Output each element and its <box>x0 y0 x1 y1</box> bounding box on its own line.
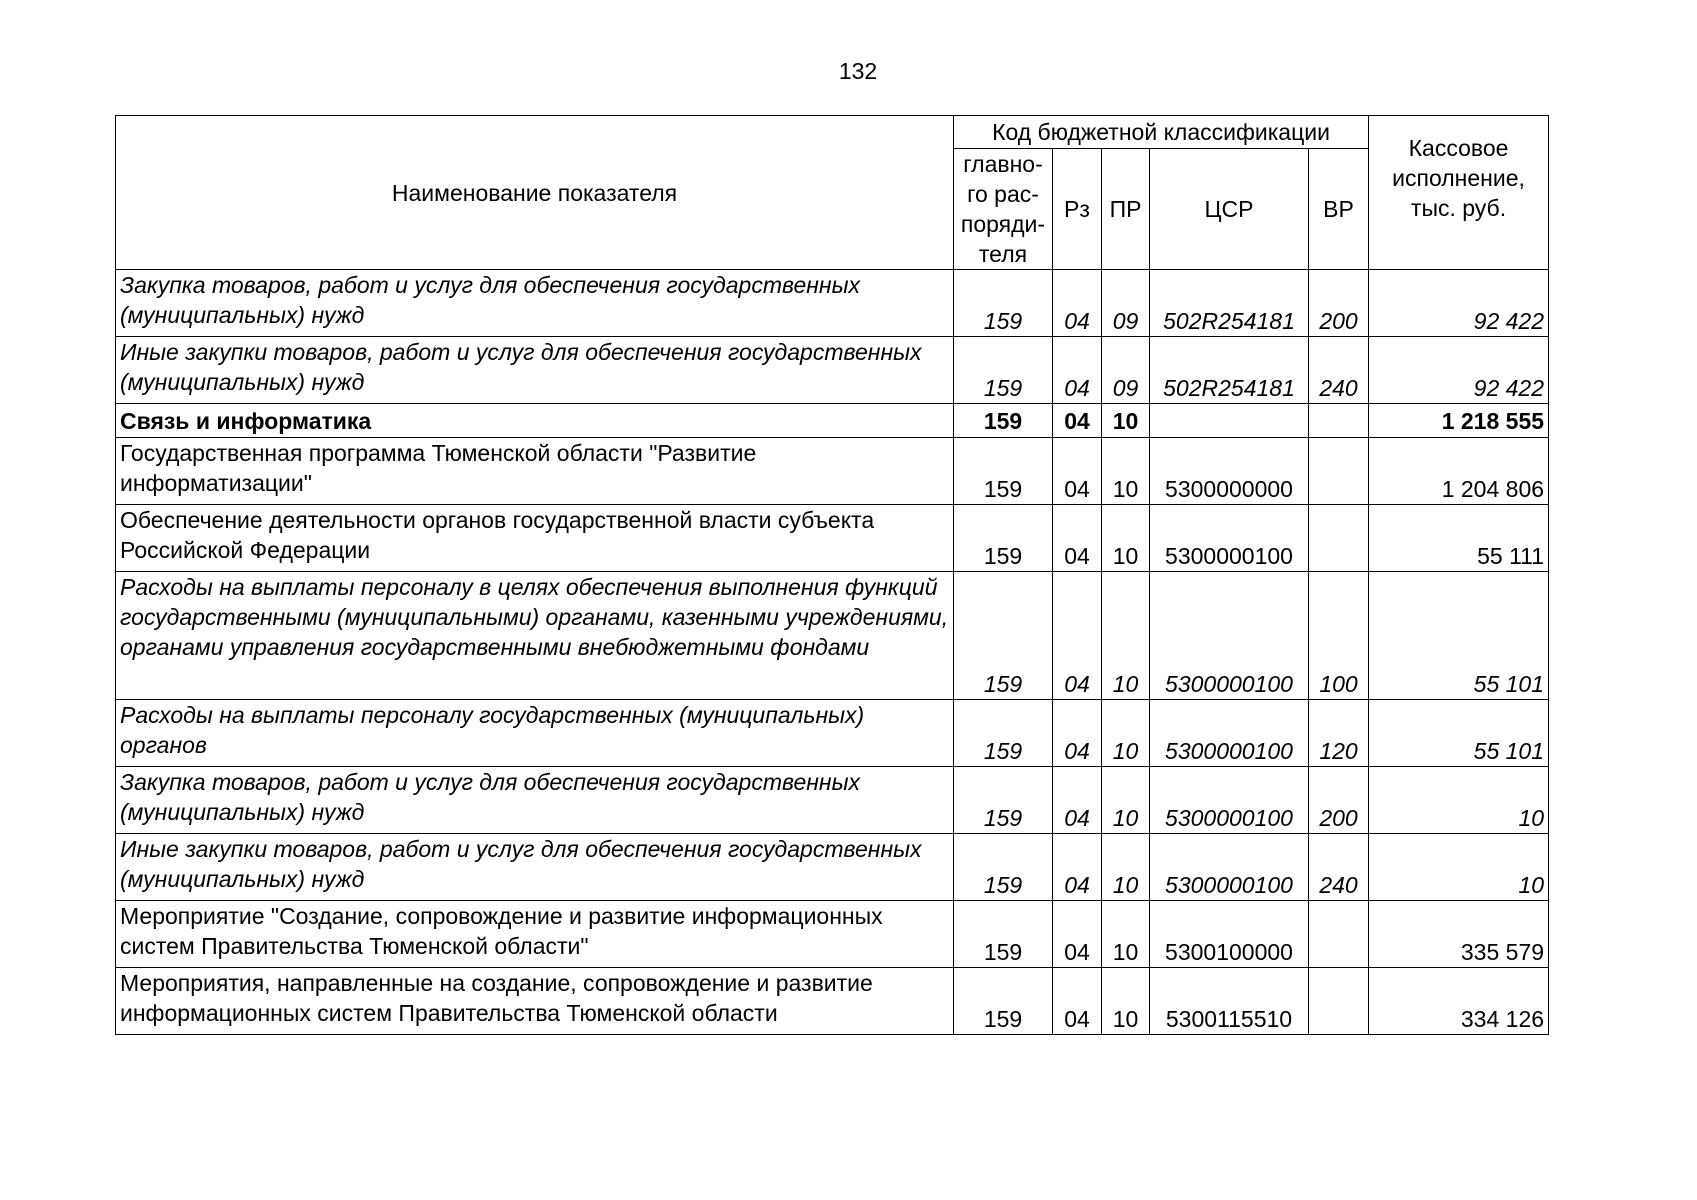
table-row <box>116 505 1549 572</box>
row-vr <box>1309 901 1369 968</box>
budget-table <box>115 115 1549 1035</box>
row-name: Мероприятия, направленные на создание, сопровождение и развитие информационных систем Правительства Тюменской области <box>116 968 954 1035</box>
header-code-group: Код бюджетной классификации <box>954 116 1369 149</box>
row-csr: 5300000000 <box>1150 438 1309 505</box>
row-pr: 10 <box>1102 901 1150 968</box>
header-pr: ПР <box>1102 149 1150 270</box>
row-amount: 335 579 <box>1369 901 1549 968</box>
row-vr: 200 <box>1309 767 1369 834</box>
row-rz: 04 <box>1053 404 1102 438</box>
row-vr <box>1309 968 1369 1035</box>
header-rz: Рз <box>1053 149 1102 270</box>
row-rz: 04 <box>1053 270 1102 337</box>
row-grbs: 159 <box>954 834 1053 901</box>
row-grbs: 159 <box>954 901 1053 968</box>
table-row <box>116 901 1549 968</box>
row-grbs: 159 <box>954 337 1053 404</box>
row-grbs: 159 <box>954 572 1053 700</box>
row-vr: 120 <box>1309 700 1369 767</box>
row-csr: 5300000100 <box>1150 834 1309 901</box>
row-pr: 10 <box>1102 968 1150 1035</box>
row-csr: 5300100000 <box>1150 901 1309 968</box>
row-pr: 09 <box>1102 337 1150 404</box>
row-amount: 10 <box>1369 834 1549 901</box>
table-row <box>116 337 1549 404</box>
table-row <box>116 572 1549 700</box>
row-grbs: 159 <box>954 968 1053 1035</box>
row-name: Связь и информатика <box>116 404 954 438</box>
row-amount: 55 101 <box>1369 572 1549 700</box>
row-csr: 5300000100 <box>1150 767 1309 834</box>
row-name: Расходы на выплаты персоналу государственных (муниципальных) органов <box>116 700 954 767</box>
row-name: Государственная программа Тюменской области "Развитие информатизации" <box>116 438 954 505</box>
row-rz: 04 <box>1053 834 1102 901</box>
row-rz: 04 <box>1053 700 1102 767</box>
table-row <box>116 767 1549 834</box>
row-pr: 10 <box>1102 505 1150 572</box>
row-amount: 55 101 <box>1369 700 1549 767</box>
row-amount: 1 204 806 <box>1369 438 1549 505</box>
page-number: 132 <box>838 58 878 84</box>
row-csr: 5300000100 <box>1150 505 1309 572</box>
row-vr <box>1309 404 1369 438</box>
row-pr: 10 <box>1102 572 1150 700</box>
row-csr: 502R254181 <box>1150 270 1309 337</box>
row-csr: 5300115510 <box>1150 968 1309 1035</box>
row-grbs: 159 <box>954 767 1053 834</box>
row-rz: 04 <box>1053 337 1102 404</box>
row-pr: 10 <box>1102 404 1150 438</box>
table-row <box>116 700 1549 767</box>
row-amount: 10 <box>1369 767 1549 834</box>
row-grbs: 159 <box>954 700 1053 767</box>
row-vr: 200 <box>1309 270 1369 337</box>
row-csr: 5300000100 <box>1150 572 1309 700</box>
row-grbs: 159 <box>954 404 1053 438</box>
row-name: Закупка товаров, работ и услуг для обеспечения государственных (муниципальных) нужд <box>116 767 954 834</box>
row-amount: 1 218 555 <box>1369 404 1549 438</box>
header-name: Наименование показателя <box>116 116 954 270</box>
row-rz: 04 <box>1053 438 1102 505</box>
row-name: Иные закупки товаров, работ и услуг для обеспечения государственных (муниципальных) нужд <box>116 337 954 404</box>
row-amount: 55 111 <box>1369 505 1549 572</box>
table-row <box>116 834 1549 901</box>
row-pr: 10 <box>1102 767 1150 834</box>
row-rz: 04 <box>1053 505 1102 572</box>
row-pr: 10 <box>1102 438 1150 505</box>
row-grbs: 159 <box>954 270 1053 337</box>
table-row <box>116 270 1549 337</box>
row-vr: 240 <box>1309 834 1369 901</box>
row-vr: 100 <box>1309 572 1369 700</box>
row-grbs: 159 <box>954 438 1053 505</box>
row-name: Иные закупки товаров, работ и услуг для обеспечения государственных (муниципальных) нужд <box>116 834 954 901</box>
header-csr: ЦСР <box>1150 149 1309 270</box>
table-body <box>116 270 1549 1035</box>
row-amount: 334 126 <box>1369 968 1549 1035</box>
row-csr: 502R254181 <box>1150 337 1309 404</box>
row-name: Закупка товаров, работ и услуг для обеспечения государственных (муниципальных) нужд <box>116 270 954 337</box>
row-rz: 04 <box>1053 572 1102 700</box>
row-name: Обеспечение деятельности органов государственной власти субъекта Российской Федерации <box>116 505 954 572</box>
row-vr <box>1309 505 1369 572</box>
row-rz: 04 <box>1053 968 1102 1035</box>
row-vr: 240 <box>1309 337 1369 404</box>
table-row <box>116 438 1549 505</box>
header-vr: ВР <box>1309 149 1369 270</box>
row-amount: 92 422 <box>1369 337 1549 404</box>
row-pr: 09 <box>1102 270 1150 337</box>
row-name: Расходы на выплаты персоналу в целях обеспечения выполнения функций государственными (муниципальными) органами, казенными учреждениями, органами управления государственными внебюджетными фондами <box>116 572 954 700</box>
table-row <box>116 404 1549 438</box>
row-vr <box>1309 438 1369 505</box>
row-pr: 10 <box>1102 700 1150 767</box>
row-grbs: 159 <box>954 505 1053 572</box>
header-chief-manager: главно-го рас-поряди-теля <box>954 149 1053 270</box>
row-csr: 5300000100 <box>1150 700 1309 767</box>
row-rz: 04 <box>1053 767 1102 834</box>
row-pr: 10 <box>1102 834 1150 901</box>
row-csr <box>1150 404 1309 438</box>
row-amount: 92 422 <box>1369 270 1549 337</box>
row-name: Мероприятие "Создание, сопровождение и развитие информационных систем Правительства Тюменской области" <box>116 901 954 968</box>
table-row <box>116 968 1549 1035</box>
header-amount: Кассовое исполнение, тыс. руб. <box>1369 116 1549 270</box>
row-rz: 04 <box>1053 901 1102 968</box>
